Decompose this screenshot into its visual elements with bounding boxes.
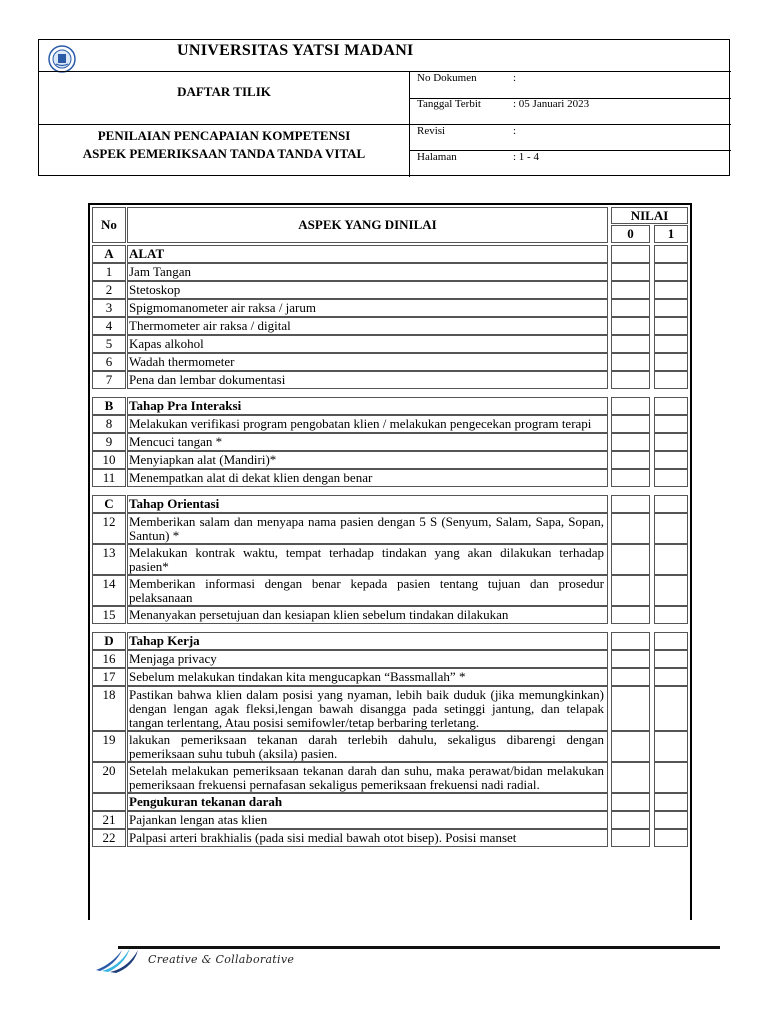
score-1-cell (654, 811, 688, 829)
row-text: Menempatkan alat di dekat klien dengan benar (129, 470, 373, 485)
row-text: Menanyakan persetujuan dan kesiapan klien sebelum tindakan dilakukan (129, 607, 509, 622)
document-type: DAFTAR TILIK (177, 84, 271, 99)
score-0-cell (611, 415, 650, 433)
row-number: 20 (102, 763, 116, 778)
score-0-cell (611, 513, 650, 544)
score-0-cell (611, 668, 650, 686)
row-text: Melakukan kontrak waktu, tempat terhadap tindakan yang akan dilakukan terhadap pasien* (129, 545, 604, 574)
score-0-cell (611, 451, 650, 469)
row-text: Memberikan salam dan menyapa nama pasien dengan 5 S (Senyum, Salam, Sapa, Sopan, Santun) * (129, 514, 604, 543)
row-text: Menyiapkan alat (Mandiri)* (129, 452, 277, 467)
row-text: Thermometer air raksa / digital (129, 318, 291, 333)
row-number: 3 (105, 300, 113, 315)
row-text: Tahap Kerja (129, 633, 200, 648)
score-0-cell (611, 650, 650, 668)
footer-rule (118, 946, 720, 949)
score-1-cell (654, 762, 688, 793)
column-header-aspek: ASPEK YANG DINILAI (298, 217, 437, 232)
score-0-cell (611, 353, 650, 371)
assessment-table (88, 203, 692, 920)
row-text: ALAT (129, 246, 165, 261)
row-text: Melakukan verifikasi program pengobatan klien / melakukan pengecekan program terapi (129, 416, 592, 431)
score-1-cell (654, 451, 688, 469)
row-text: Kapas alkohol (129, 336, 204, 351)
row-text: Pajankan lengan atas klien (129, 812, 268, 827)
row-text: Stetoskop (129, 282, 181, 297)
document-header: UNIVERSITAS YATSI MADANI DAFTAR TILIK PENILAIAN PENCAPAIAN KOMPETENSI ASPEK PEMERIKSAAN TANDA TANDA VITAL No Dokumen : Tanggal Terbit : 05 Januari 2023 Revisi : Halaman : 1 - 4 (38, 39, 730, 176)
row-number: A (104, 246, 114, 261)
row-text: Memberikan informasi dengan benar kepada pasien tentang tujuan dan prosedur pelaksanaan (129, 576, 604, 605)
score-1-cell (654, 544, 688, 575)
score-1-cell (654, 495, 688, 513)
row-number: 13 (102, 545, 116, 560)
row-number: 17 (102, 669, 116, 684)
column-header-no: No (101, 217, 117, 232)
row-number: 15 (102, 607, 116, 622)
score-0-cell (611, 317, 650, 335)
score-0-cell (611, 469, 650, 487)
score-0-cell (611, 811, 650, 829)
score-0-cell (611, 433, 650, 451)
score-0-cell (611, 263, 650, 281)
university-name: UNIVERSITAS YATSI MADANI (177, 42, 414, 59)
score-0-cell (611, 299, 650, 317)
row-number: D (104, 633, 114, 648)
row-no-cell (92, 793, 126, 811)
row-number: 14 (102, 576, 116, 591)
row-number: 11 (102, 470, 116, 485)
score-0-cell (611, 731, 650, 762)
row-text: Setelah melakukan pemeriksaan tekanan darah dan suhu, maka perawat/bidan melakukan pemeriksaan frekuensi pernafasan sekaligus pemeriksaan frekuensi nadi radial. (129, 763, 604, 792)
footer-tagline: Creative & Collaborative (148, 953, 295, 966)
row-text: Sebelum melakukan tindakan kita mengucapkan “Bassmallah” * (129, 669, 466, 684)
row-number: 16 (102, 651, 116, 666)
row-number: 5 (105, 336, 113, 351)
score-1-cell (654, 650, 688, 668)
row-number: B (104, 398, 114, 413)
score-1-cell (654, 371, 688, 389)
row-number: 4 (105, 318, 113, 333)
score-1-cell (654, 513, 688, 544)
row-number: 9 (105, 434, 113, 449)
score-1-cell (654, 335, 688, 353)
row-text: Palpasi arteri brakhialis (pada sisi medial bawah otot bisep). Posisi manset (129, 830, 517, 845)
score-1-cell (654, 632, 688, 650)
score-0-cell (611, 793, 650, 811)
row-number: 6 (105, 354, 113, 369)
row-text: Tahap Pra Interaksi (129, 398, 242, 413)
score-0-cell (611, 829, 650, 847)
row-number: 10 (102, 452, 116, 467)
row-text: Pengukuran tekanan darah (129, 794, 283, 809)
score-1-cell (654, 415, 688, 433)
row-number: 18 (102, 687, 116, 702)
score-0-cell (611, 575, 650, 606)
score-0-cell (611, 397, 650, 415)
row-text: Jam Tangan (129, 264, 192, 279)
row-text: lakukan pemeriksaan tekanan darah terlebih dahulu, sekaligus dibarengi dengan pemeriksaan suhu tubuh (aksila) pasien. (129, 732, 604, 761)
column-header-nilai: NILAI (630, 208, 669, 223)
row-number: 1 (105, 264, 113, 279)
row-text: Pena dan lembar dokumentasi (129, 372, 286, 387)
row-number: 22 (102, 830, 116, 845)
row-text: Pastikan bahwa klien dalam posisi yang nyaman, lebih baik duduk (jika memungkinkan) dengan lengan agak fleksi,lengan bawah disangga pada setinggi jantung, dan telapak tangan terlentang, Atau posisi semifowler/tetap berbaring terletang. (129, 687, 604, 730)
row-text: Wadah thermometer (129, 354, 235, 369)
score-0-cell (611, 632, 650, 650)
score-0-cell (611, 686, 650, 731)
column-header-score-0: 0 (627, 226, 634, 241)
score-0-cell (611, 335, 650, 353)
score-1-cell (654, 245, 688, 263)
score-1-cell (654, 829, 688, 847)
score-1-cell (654, 299, 688, 317)
score-1-cell (654, 686, 688, 731)
score-1-cell (654, 606, 688, 624)
document-title: PENILAIAN PENCAPAIAN KOMPETENSI ASPEK PEMERIKSAAN TANDA TANDA VITAL (82, 128, 366, 161)
score-0-cell (611, 245, 650, 263)
score-1-cell (654, 469, 688, 487)
score-1-cell (654, 353, 688, 371)
row-number: 2 (105, 282, 113, 297)
score-0-cell (611, 281, 650, 299)
score-1-cell (654, 793, 688, 811)
row-text: Spigmomanometer air raksa / jarum (129, 300, 317, 315)
row-number: 21 (102, 812, 116, 827)
score-0-cell (611, 495, 650, 513)
row-number: C (104, 496, 114, 511)
row-number: 7 (105, 372, 113, 387)
score-1-cell (654, 668, 688, 686)
score-0-cell (611, 371, 650, 389)
row-text: Tahap Orientasi (129, 496, 220, 511)
score-1-cell (654, 263, 688, 281)
score-1-cell (654, 731, 688, 762)
score-1-cell (654, 397, 688, 415)
score-0-cell (611, 606, 650, 624)
row-text: Mencuci tangan * (129, 434, 223, 449)
score-1-cell (654, 317, 688, 335)
score-0-cell (611, 544, 650, 575)
score-1-cell (654, 575, 688, 606)
score-1-cell (654, 281, 688, 299)
row-number: 8 (105, 416, 113, 431)
score-1-cell (654, 433, 688, 451)
row-text: Menjaga privacy (129, 651, 217, 666)
row-number: 19 (102, 732, 116, 747)
score-0-cell (611, 762, 650, 793)
row-number: 12 (102, 514, 116, 529)
column-header-score-1: 1 (667, 226, 675, 241)
